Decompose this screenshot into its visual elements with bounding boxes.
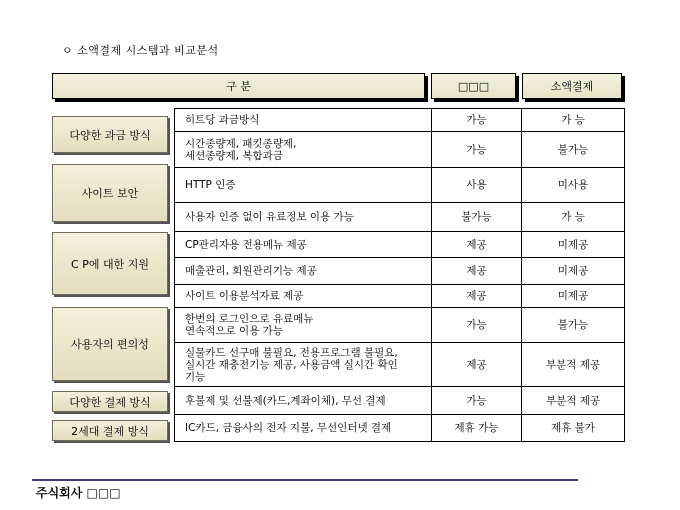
table-cell-col1: 불가능 xyxy=(431,202,522,232)
table-cell-col1: 제공 xyxy=(431,231,522,258)
table-cell-item xyxy=(174,257,432,285)
table-cell-item xyxy=(174,131,432,168)
table-cell-col2: 미제공 xyxy=(521,257,625,285)
header-col2: 소액결제 xyxy=(522,73,622,99)
table-cell-col1: 제휴 가능 xyxy=(431,414,522,442)
table-cell-col2: 부분적 제공 xyxy=(521,342,625,387)
table-cell-text: 한번의 로그인으로 유료메뉴 연속적으로 이용 가능 xyxy=(185,313,314,337)
table-cell-item xyxy=(174,386,432,415)
header-category: 구 분 xyxy=(52,73,425,99)
table-cell-col1: 가능 xyxy=(431,307,522,343)
header-col1: □□□ xyxy=(431,73,516,99)
table-cell-col2: 불가능 xyxy=(521,307,625,343)
table-cell-text: HTTP 인증 xyxy=(185,179,236,191)
table-cell-col2: 미제공 xyxy=(521,284,625,308)
category-payment-methods: 다양한 결제 방식 xyxy=(52,391,168,412)
table-cell-col1: 제공 xyxy=(431,284,522,308)
table-cell-col1: 제공 xyxy=(431,257,522,285)
table-cell-item xyxy=(174,414,432,442)
table-cell-col2: 가 능 xyxy=(521,108,625,132)
table-cell-text: 히트당 과금방식 xyxy=(185,114,260,126)
table-cell-col2: 부분적 제공 xyxy=(521,386,625,415)
table-cell-col2: 가 능 xyxy=(521,202,625,232)
category-convenience: 사용자의 편의성 xyxy=(52,307,168,381)
table-cell-text: 사이트 이용분석자료 제공 xyxy=(185,290,304,302)
table-cell-text: 사용자 인증 없이 유료정보 이용 가능 xyxy=(185,211,354,223)
table-cell-item xyxy=(174,284,432,308)
table-cell-text: 시간종량제, 패킷종량제, 세션종량제, 복합과금 xyxy=(185,137,297,162)
table-cell-col2: 불가능 xyxy=(521,131,625,168)
table-cell-col1: 가능 xyxy=(431,131,522,168)
table-cell-col2: 제휴 불가 xyxy=(521,414,625,442)
table-cell-col1: 가능 xyxy=(431,386,522,415)
table-cell-text: 후불제 및 선불제(카드,계좌이체), 무선 결제 xyxy=(185,394,386,407)
table-cell-col1: 가능 xyxy=(431,108,522,132)
table-cell-text: 실물카드 선구매 불필요, 전용프로그램 불필요, 실시간 재충전기능 제공, 사용금액 실시간 확인 기능 xyxy=(185,346,398,383)
table-cell-text: CP관리자용 전용메뉴 제공 xyxy=(185,238,307,251)
table-cell-item xyxy=(174,108,432,132)
table-cell-col2: 미제공 xyxy=(521,231,625,258)
page-title: ㅇ 소액결제 시스템과 비교분석 xyxy=(62,44,219,57)
table-cell-text: 매출관리, 회원관리기능 제공 xyxy=(185,265,317,277)
table-cell-text: IC카드, 금융사의 전자 지불, 무선인터넷 결제 xyxy=(185,422,392,434)
table-cell-item xyxy=(174,342,432,387)
category-security: 사이트 보안 xyxy=(52,164,168,222)
category-2nd-gen: 2세대 결제 방식 xyxy=(52,420,168,441)
table-cell-item xyxy=(174,202,432,232)
table-cell-col1: 사용 xyxy=(431,167,522,203)
category-cp-support: C P에 대한 지원 xyxy=(52,232,168,295)
table-cell-item xyxy=(174,307,432,343)
table-cell-col2: 미사용 xyxy=(521,167,625,203)
company-name: 주식회사 □□□ xyxy=(36,486,121,500)
category-billing: 다양한 과금 방식 xyxy=(52,116,168,153)
table-cell-item xyxy=(174,231,432,258)
table-cell-item xyxy=(174,167,432,203)
table-cell-col1: 제공 xyxy=(431,342,522,387)
footer-divider xyxy=(32,479,578,481)
